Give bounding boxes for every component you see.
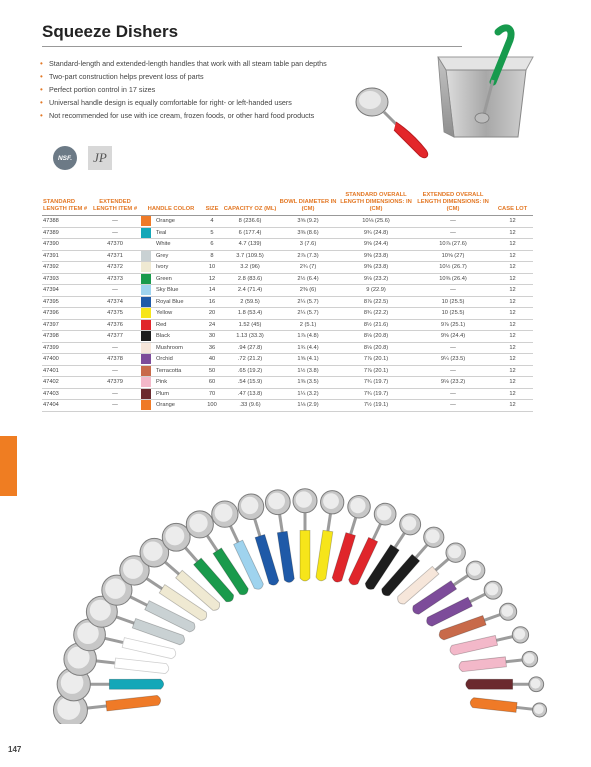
cell-size: 100 — [202, 400, 222, 412]
cell-handle-color: White — [152, 239, 202, 251]
disher-bowl-inner — [530, 679, 540, 689]
cell-standard-item: 47398 — [42, 331, 90, 343]
cell-standard-item: 47391 — [42, 250, 90, 262]
cell-handle-color: Orchid — [152, 354, 202, 366]
cell-size: 5 — [202, 227, 222, 239]
disher-bowl-inner — [215, 504, 233, 522]
cell-bowl-diameter: 2⅞ (7.3) — [278, 250, 338, 262]
cell-extended-length: 9⅝ (24.4) — [414, 331, 492, 343]
cell-capacity: 1.8 (53.4) — [222, 308, 278, 320]
cell-case-lot: 12 — [492, 342, 533, 354]
disher-bowl-inner — [123, 559, 143, 579]
cell-bowl-diameter: 1⅝ (4.1) — [278, 354, 338, 366]
cell-case-lot: 12 — [492, 262, 533, 274]
cell-handle-color: Ivory — [152, 262, 202, 274]
cell-extended-length: — — [414, 285, 492, 297]
cell-capacity: 2.8 (83.6) — [222, 273, 278, 285]
cell-size: 20 — [202, 308, 222, 320]
cell-extended-item: — — [90, 216, 140, 228]
cell-handle-color: Red — [152, 319, 202, 331]
cell-bowl-diameter: 1⅞ (4.8) — [278, 331, 338, 343]
color-swatch-fill — [141, 239, 151, 249]
color-swatch-fill — [141, 354, 151, 364]
cell-case-lot: 12 — [492, 216, 533, 228]
color-swatch — [140, 377, 152, 389]
cell-size: 6 — [202, 239, 222, 251]
cell-handle-color: Orange — [152, 400, 202, 412]
disher-handle — [450, 635, 498, 655]
table-row — [42, 331, 533, 343]
cell-case-lot: 12 — [492, 354, 533, 366]
cell-standard-item: 47401 — [42, 365, 90, 377]
jp-logo: JP — [88, 146, 112, 170]
cell-capacity: 3.7 (109.5) — [222, 250, 278, 262]
cell-handle-color: Green — [152, 273, 202, 285]
cell-standard-length: 9⅜ (23.8) — [338, 262, 414, 274]
color-swatch-fill — [141, 343, 151, 353]
table-row — [42, 342, 533, 354]
cell-bowl-diameter: 1¾ (4.4) — [278, 342, 338, 354]
cell-size: 36 — [202, 342, 222, 354]
cell-extended-length: 10⅞ (27.6) — [414, 239, 492, 251]
cell-size: 14 — [202, 285, 222, 297]
color-swatch — [140, 354, 152, 366]
table-row — [42, 319, 533, 331]
table-row — [42, 250, 533, 262]
cell-case-lot: 12 — [492, 250, 533, 262]
feature-item: • Perfect portion control in 17 sizes — [33, 83, 393, 96]
col-extended-length: EXTENDED OVERALL LENGTH DIMENSIONS: IN (CM) — [414, 187, 492, 216]
cell-bowl-diameter: 1⅛ (2.9) — [278, 400, 338, 412]
cell-capacity: 1.52 (45) — [222, 319, 278, 331]
cell-handle-color: Yellow — [152, 308, 202, 320]
disher-scoop — [470, 698, 546, 717]
cell-handle-color: Plum — [152, 388, 202, 400]
table-row — [42, 262, 533, 274]
cell-bowl-diameter: 1½ (3.8) — [278, 365, 338, 377]
color-swatch — [140, 319, 152, 331]
cell-case-lot: 12 — [492, 388, 533, 400]
disher-scoop — [293, 489, 317, 581]
disher-bowl-inner — [143, 542, 162, 561]
cell-extended-length: 10⅝ (27) — [414, 250, 492, 262]
cell-size: 60 — [202, 377, 222, 389]
disher-bowl-inner — [189, 514, 207, 532]
cell-extended-length: — — [414, 388, 492, 400]
cell-standard-item: 47399 — [42, 342, 90, 354]
color-swatch-fill — [141, 400, 151, 410]
cell-extended-item: — — [90, 285, 140, 297]
cell-extended-length: 9⅛ (23.2) — [414, 377, 492, 389]
cell-handle-color: Pink — [152, 377, 202, 389]
color-swatch — [140, 331, 152, 343]
color-swatch — [140, 296, 152, 308]
color-swatch-fill — [141, 285, 151, 295]
color-swatch-fill — [141, 228, 151, 238]
cell-capacity: 2 (59.5) — [222, 296, 278, 308]
disher-bowl-inner — [468, 563, 481, 576]
disher-shaft — [517, 707, 535, 709]
disher-handle-red — [394, 122, 428, 158]
disher-scoop — [459, 651, 538, 671]
disher-bowl-inner — [524, 653, 535, 664]
cell-capacity: 1.13 (33.3) — [222, 331, 278, 343]
color-swatch-fill — [141, 366, 151, 376]
cell-standard-item: 47397 — [42, 319, 90, 331]
cell-standard-length: 8⅞ (22.5) — [338, 296, 414, 308]
col-handle-color: HANDLE COLOR — [140, 187, 202, 216]
cell-extended-length: 10⅜ (26.4) — [414, 273, 492, 285]
color-swatch-fill — [141, 377, 151, 387]
disher-bowl-inner — [486, 583, 498, 595]
page-number: 147 — [8, 745, 22, 754]
cell-standard-length: 7⅞ (20.1) — [338, 365, 414, 377]
cell-extended-item: — — [90, 400, 140, 412]
cell-size: 12 — [202, 273, 222, 285]
cell-standard-length: 7⅞ (20.1) — [338, 354, 414, 366]
cell-bowl-diameter: 2¼ (5.7) — [278, 296, 338, 308]
color-swatch — [140, 227, 152, 239]
color-swatch — [140, 308, 152, 320]
cell-standard-length: 7¾ (19.7) — [338, 388, 414, 400]
cell-standard-item: 47402 — [42, 377, 90, 389]
color-swatch-fill — [141, 320, 151, 330]
cell-standard-length: 8½ (21.6) — [338, 319, 414, 331]
disher-bowl-inner — [241, 497, 258, 514]
disher-bowl-inner — [350, 498, 365, 513]
disher-handle — [109, 679, 163, 689]
cell-standard-item: 47400 — [42, 354, 90, 366]
color-swatch — [140, 388, 152, 400]
cell-capacity: .47 (13.8) — [222, 388, 278, 400]
cell-bowl-diameter: 2½ (6.4) — [278, 273, 338, 285]
cell-bowl-diameter: 1¼ (3.2) — [278, 388, 338, 400]
cell-standard-length: 8¾ (22.2) — [338, 308, 414, 320]
cell-capacity: .33 (9.6) — [222, 400, 278, 412]
cell-extended-item: 47373 — [90, 273, 140, 285]
section-tab — [0, 436, 17, 496]
cell-size: 24 — [202, 319, 222, 331]
cell-case-lot: 12 — [492, 273, 533, 285]
disher-scoop — [466, 677, 544, 692]
cell-bowl-diameter: 3⅝ (9.2) — [278, 216, 338, 228]
cell-extended-length: — — [414, 400, 492, 412]
cell-extended-item: 47376 — [90, 319, 140, 331]
disher-handle — [106, 695, 161, 711]
cell-standard-item: 47392 — [42, 262, 90, 274]
cell-case-lot: 12 — [492, 377, 533, 389]
cell-bowl-diameter: 2¾ (7) — [278, 262, 338, 274]
table-row — [42, 388, 533, 400]
cell-case-lot: 12 — [492, 308, 533, 320]
cell-capacity: 3.2 (96) — [222, 262, 278, 274]
cell-standard-item: 47396 — [42, 308, 90, 320]
cell-size: 50 — [202, 365, 222, 377]
cell-case-lot: 12 — [492, 365, 533, 377]
disher-handle — [300, 530, 310, 581]
cell-capacity: 4.7 (139) — [222, 239, 278, 251]
table-row — [42, 354, 533, 366]
cell-bowl-diameter: 3 (7.6) — [278, 239, 338, 251]
disher-handle — [316, 530, 333, 581]
disher-bowl-inner — [501, 605, 513, 617]
col-extended-item: EXTENDED LENGTH ITEM # — [90, 187, 140, 216]
cell-standard-item: 47404 — [42, 400, 90, 412]
cell-capacity: 8 (236.6) — [222, 216, 278, 228]
cell-handle-color: Terracotta — [152, 365, 202, 377]
disher-bowl-inner — [448, 545, 461, 558]
disher-handle — [277, 531, 294, 582]
disher-bowl-inner — [514, 628, 525, 639]
color-swatch-fill — [141, 389, 151, 399]
cell-extended-item: — — [90, 365, 140, 377]
color-swatch — [140, 365, 152, 377]
cell-size: 4 — [202, 216, 222, 228]
cell-handle-color: Black — [152, 331, 202, 343]
cell-standard-item: 47394 — [42, 285, 90, 297]
cell-extended-length: 10 (25.5) — [414, 296, 492, 308]
cell-extended-item: 47372 — [90, 262, 140, 274]
col-size: SIZE — [202, 187, 222, 216]
cell-handle-color: Sky Blue — [152, 285, 202, 297]
color-swatch-fill — [141, 297, 151, 307]
feature-item: • Universal handle design is equally comfortable for right- or left-handed users — [33, 96, 393, 109]
cell-handle-color: Royal Blue — [152, 296, 202, 308]
color-swatch — [140, 262, 152, 274]
page-title: Squeeze Dishers — [42, 22, 179, 41]
cell-standard-length: 9⅜ (23.8) — [338, 250, 414, 262]
cell-standard-item: 47393 — [42, 273, 90, 285]
cell-extended-item: 47378 — [90, 354, 140, 366]
cell-capacity: 6 (177.4) — [222, 227, 278, 239]
cell-case-lot: 12 — [492, 331, 533, 343]
disher-bowl-inner — [402, 516, 416, 530]
cell-handle-color: Grey — [152, 250, 202, 262]
cell-extended-length: 9¼ (23.5) — [414, 354, 492, 366]
cell-extended-item: — — [90, 388, 140, 400]
spec-table — [42, 187, 533, 412]
cell-case-lot: 12 — [492, 227, 533, 239]
color-swatch-fill — [141, 331, 151, 341]
cell-standard-item: 47403 — [42, 388, 90, 400]
cell-extended-length: — — [414, 342, 492, 354]
color-swatch — [140, 342, 152, 354]
cell-case-lot: 12 — [492, 285, 533, 297]
cell-standard-length: 8⅛ (20.8) — [338, 331, 414, 343]
disher-bowl-inner — [426, 529, 440, 543]
nsf-logo: NSF. — [53, 146, 77, 170]
feature-item: • Not recommended for use with ice cream, frozen foods, or other hard food products — [33, 109, 393, 122]
table-row — [42, 216, 533, 228]
cell-capacity: .54 (15.9) — [222, 377, 278, 389]
cell-standard-item: 47395 — [42, 296, 90, 308]
color-swatch-fill — [141, 251, 151, 261]
color-swatch — [140, 285, 152, 297]
cell-standard-length: 7¾ (19.7) — [338, 377, 414, 389]
table-row — [42, 227, 533, 239]
product-photo — [338, 22, 538, 172]
cell-extended-item: — — [90, 342, 140, 354]
cell-standard-length: 9⅛ (23.2) — [338, 273, 414, 285]
table-row — [42, 400, 533, 412]
cell-extended-length: — — [414, 365, 492, 377]
cell-capacity: .65 (19.2) — [222, 365, 278, 377]
col-bowl-diameter: BOWL DIAMETER IN (CM) — [278, 187, 338, 216]
disher-handle — [466, 679, 513, 689]
cell-bowl-diameter: 1⅜ (3.5) — [278, 377, 338, 389]
cell-bowl-diameter: 2 (5.1) — [278, 319, 338, 331]
cell-standard-length: 7½ (19.1) — [338, 400, 414, 412]
disher-bowl-inner — [268, 493, 285, 510]
table-row — [42, 285, 533, 297]
cell-capacity: .94 (27.8) — [222, 342, 278, 354]
cell-extended-item: 47370 — [90, 239, 140, 251]
table-row — [42, 377, 533, 389]
cell-extended-length: — — [414, 216, 492, 228]
cell-capacity: .72 (21.2) — [222, 354, 278, 366]
disher-bowl-inner — [323, 493, 339, 509]
cell-case-lot: 12 — [492, 400, 533, 412]
cell-handle-color: Teal — [152, 227, 202, 239]
cell-standard-length: 10⅛ (25.6) — [338, 216, 414, 228]
color-swatch — [140, 250, 152, 262]
cell-extended-item: — — [90, 227, 140, 239]
cell-case-lot: 12 — [492, 296, 533, 308]
table-row — [42, 296, 533, 308]
cell-size: 16 — [202, 296, 222, 308]
cell-bowl-diameter: 3⅜ (8.6) — [278, 227, 338, 239]
cell-size: 40 — [202, 354, 222, 366]
cell-standard-item: 47388 — [42, 216, 90, 228]
color-swatch-fill — [141, 308, 151, 318]
cell-standard-item: 47389 — [42, 227, 90, 239]
dishers-photo — [35, 474, 555, 724]
cell-bowl-diameter: 2¼ (5.7) — [278, 308, 338, 320]
disher-handle — [114, 658, 168, 674]
table-row — [42, 239, 533, 251]
cell-case-lot: 12 — [492, 319, 533, 331]
cell-bowl-diameter: 2⅜ (6) — [278, 285, 338, 297]
cell-case-lot: 12 — [492, 239, 533, 251]
cell-standard-length: 9¾ (24.8) — [338, 227, 414, 239]
cell-size: 70 — [202, 388, 222, 400]
cell-handle-color: Mushroom — [152, 342, 202, 354]
col-standard-length: STANDARD OVERALL LENGTH DIMENSIONS: IN (CM) — [338, 187, 414, 216]
table-row — [42, 308, 533, 320]
table-row — [42, 273, 533, 285]
cell-standard-item: 47390 — [42, 239, 90, 251]
disher-bowl-inner — [90, 600, 111, 621]
disher-handle — [470, 698, 517, 713]
table-row — [42, 365, 533, 377]
disher-bowl-inner — [534, 705, 544, 715]
disher-bowl-inner — [165, 526, 184, 545]
disher-bowl-inner — [105, 578, 126, 599]
col-case-lot: CASE LOT — [492, 187, 533, 216]
feature-item: • Standard-length and extended-length handles that work with all steam table pan depths — [33, 57, 393, 70]
color-swatch — [140, 216, 152, 228]
feature-item: • Two-part construction helps prevent loss of parts — [33, 70, 393, 83]
col-standard-item: STANDARD LENGTH ITEM # — [42, 187, 90, 216]
color-swatch-fill — [141, 262, 151, 272]
disher-bowl-inner — [377, 506, 392, 521]
disher-handle — [459, 657, 507, 672]
color-swatch-fill — [141, 274, 151, 284]
color-swatch — [140, 400, 152, 412]
cell-standard-length: 8⅛ (20.8) — [338, 342, 414, 354]
cell-handle-color: Orange — [152, 216, 202, 228]
disher-bowl-inner — [296, 491, 312, 507]
cell-extended-item: 47379 — [90, 377, 140, 389]
cell-size: 30 — [202, 331, 222, 343]
cell-extended-item: 47375 — [90, 308, 140, 320]
color-swatch — [140, 239, 152, 251]
cell-standard-length: 9 (22.9) — [338, 285, 414, 297]
cell-extended-item: 47371 — [90, 250, 140, 262]
cell-extended-length: — — [414, 227, 492, 239]
cell-size: 8 — [202, 250, 222, 262]
cell-standard-length: 9⅝ (24.4) — [338, 239, 414, 251]
cell-size: 10 — [202, 262, 222, 274]
cell-extended-length: 9⅞ (25.1) — [414, 319, 492, 331]
cell-extended-item: 47377 — [90, 331, 140, 343]
col-capacity: CAPACITY OZ (ML) — [222, 187, 278, 216]
cell-extended-length: 10½ (26.7) — [414, 262, 492, 274]
cell-extended-item: 47374 — [90, 296, 140, 308]
disher-bowl — [475, 113, 489, 123]
cell-extended-length: 10 (25.5) — [414, 308, 492, 320]
color-swatch-fill — [141, 216, 151, 226]
pan-rim — [438, 57, 533, 70]
cell-capacity: 2.4 (71.4) — [222, 285, 278, 297]
color-swatch — [140, 273, 152, 285]
